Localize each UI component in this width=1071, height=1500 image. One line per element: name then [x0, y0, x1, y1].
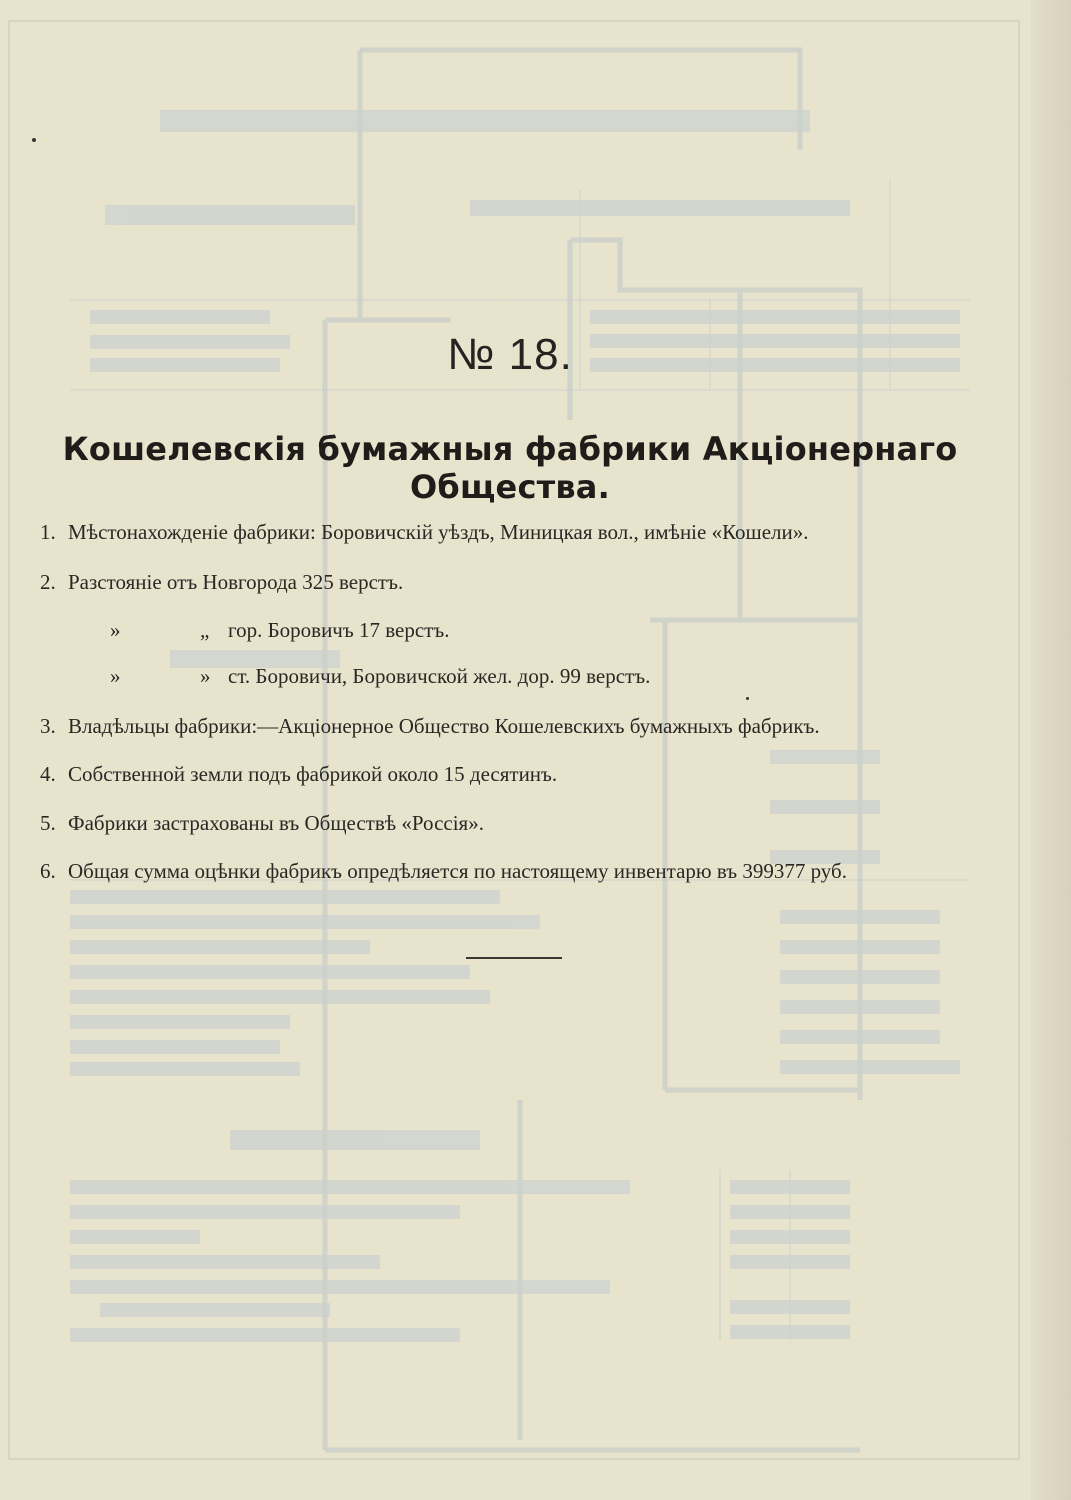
- ditto-mark: »: [110, 618, 121, 642]
- section-divider: [466, 957, 562, 959]
- list-item: [40, 520, 809, 545]
- item-text: Общая сумма оцѣнки фабрикъ опредѣляется по настоящему инвентарю въ 399377 руб.: [68, 859, 847, 883]
- ditto-mark: »: [110, 664, 121, 688]
- item-text: Разстояніе отъ Новгорода 325 верстъ.: [68, 570, 404, 594]
- list-item: [40, 859, 847, 884]
- ditto-mark: „: [200, 618, 210, 642]
- item-number: 6.: [40, 859, 56, 883]
- list-item: [40, 811, 484, 836]
- document-number: № 18.: [447, 330, 573, 379]
- item-number: 2.: [40, 570, 56, 594]
- speck: [32, 138, 36, 142]
- company-title: Кошелевскія бумажныя фабрики Акціонернаго Общества.: [62, 430, 958, 506]
- list-item: [40, 570, 403, 595]
- ditto-mark: »: [200, 664, 211, 688]
- item-number: 4.: [40, 762, 56, 786]
- item-text: Собственной земли подъ фабрикой около 15 десятинъ.: [68, 762, 558, 786]
- item-text: Владѣльцы фабрики:—Акціонерное Общество Кошелевскихъ бумажныхъ фабрикъ.: [68, 714, 820, 738]
- item-text: ст. Боровичи, Боровичской жел. дор. 99 верстъ.: [228, 664, 651, 688]
- list-item: [110, 664, 650, 689]
- list-item: [40, 762, 557, 787]
- item-number: 5.: [40, 811, 56, 835]
- item-text: Фабрики застрахованы въ Обществѣ «Россія».: [68, 811, 484, 835]
- item-text: Мѣстонахожденіе фабрики: Боровичскій уѣздъ, Миницкая вол., имѣніе «Кошели».: [68, 520, 809, 544]
- item-number: 1.: [40, 520, 56, 544]
- list-item: [40, 714, 820, 739]
- item-text: гор. Боровичъ 17 верстъ.: [228, 618, 450, 642]
- list-item: [110, 618, 449, 643]
- speck: [746, 697, 749, 700]
- item-number: 3.: [40, 714, 56, 738]
